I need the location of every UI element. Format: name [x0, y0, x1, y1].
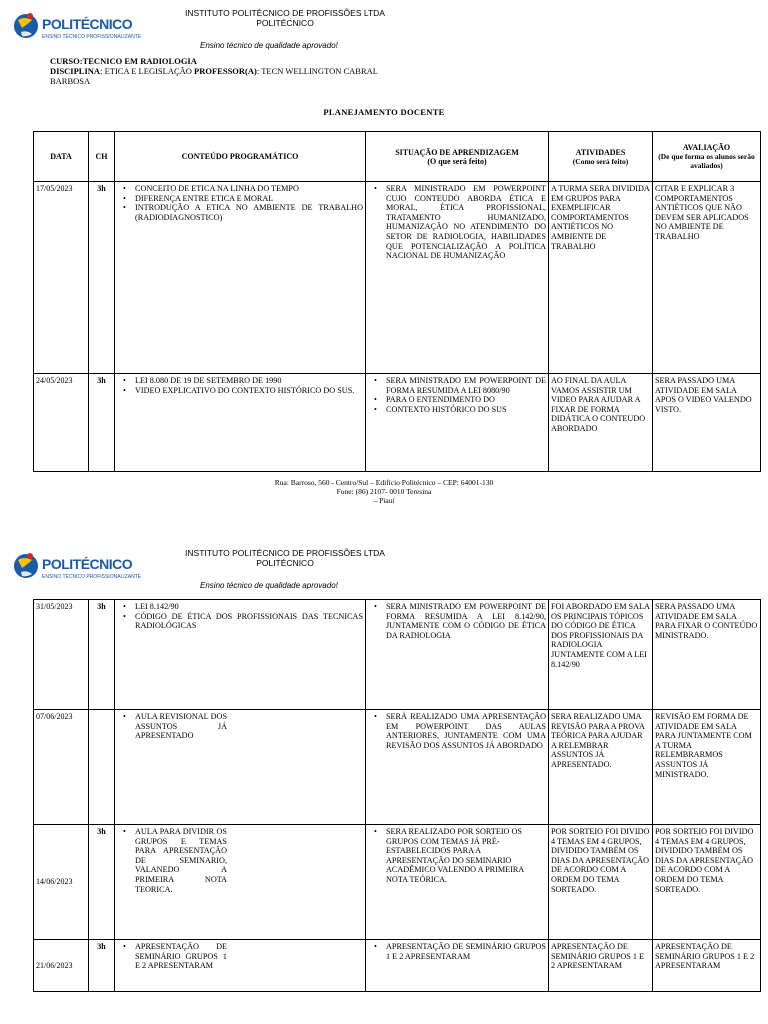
table-row	[34, 600, 761, 710]
list-item: • PARA O ENTENDIMENTO DO	[368, 395, 546, 405]
planning-table-2	[33, 599, 761, 992]
row-ch: 3h	[89, 600, 115, 710]
row-date: 21/06/2023	[34, 940, 89, 992]
table-row	[34, 182, 761, 374]
logo-subtitle: ENSINO TÉCNICO PROFISSIONALIZANTE	[42, 574, 142, 580]
discipline-value: : ETICA E LEGISLAÇÃO	[100, 66, 192, 76]
row-atividades: POR SORTEIO FOI DIVIDO 4 TEMAS EM 4 GRUPOS, DIVIDIDO TAMBÉM OS DIAS DA APRESENTAÇÃO DE ACORDO COM A ORDEM DO TEMA SORTEADO.	[549, 825, 653, 940]
list-item: • APRESENTAÇÃO DE SEMINÁRIO GRUPOS 1 E 2 APRESENTARAM	[368, 942, 546, 961]
table-row	[34, 710, 761, 825]
header-conteudo: CONTEÚDO PROGRAMÁTICO	[115, 132, 366, 182]
logo-text: POLITÉCNICO	[42, 16, 133, 32]
table-row	[34, 940, 761, 992]
list-item: • SERA REALIZADO POR SORTEIO OS GRUPOS COM TEMAS JÁ PRÉ-ESTABELECIDOS PARA A APRESENTAÇÃO DO SEMINARIO ACADÊMICO VALENDO A PRIMEIRA NOTA TEÓRICA.	[368, 827, 546, 885]
row-avaliacao: APRESENTAÇÃO DE SEMINÁRIO GRUPOS 1 E 2 APRESENTARAM	[653, 940, 761, 992]
header-data: DATA	[34, 132, 89, 182]
row-situacao	[366, 940, 549, 992]
institute-line-2: POLITÉCNICO	[256, 558, 314, 568]
page-footer	[0, 478, 768, 505]
footer-state: – Piauí	[373, 496, 395, 505]
table-row	[34, 825, 761, 940]
row-situacao	[366, 374, 549, 472]
globe-icon	[12, 546, 42, 586]
row-ch: 3h	[89, 940, 115, 992]
list-item: • CONCEITO DE ETICA NA LINHA DO TEMPO	[117, 184, 363, 194]
row-date: 17/05/2023	[34, 182, 89, 374]
professor-value-2: BARBOSA	[50, 76, 91, 86]
politecnico-logo	[12, 546, 142, 588]
row-conteudo	[115, 182, 366, 374]
row-situacao	[366, 182, 549, 374]
list-item: • CÓDIGO DE ÉTICA DOS PROFISSIONAIS DAS TECNICAS RADIOLÓGICAS	[117, 612, 363, 631]
footer-phone: Fone: (86) 2107- 0010 Teresina	[336, 487, 432, 496]
list-item: • INTRODUÇÃO A ETICA NO AMBIENTE DE TRABALHO (RADIODIAGNOSTICO)	[117, 203, 363, 222]
logo-subtitle: ENSINO TÉCNICO PROFISSIONALIZANTE	[42, 34, 142, 40]
table-header-row	[34, 132, 761, 182]
header-situacao: SITUAÇÃO DE APRENDIZAGEM (O que será feito)	[366, 132, 549, 182]
row-date: 24/05/2023	[34, 374, 89, 472]
row-situacao	[366, 600, 549, 710]
row-date: 31/05/2023	[34, 600, 89, 710]
professor-value: : TECN WELLINGTON CABRAL	[256, 66, 378, 76]
logo-text: POLITÉCNICO	[42, 556, 133, 572]
row-ch: 3h	[89, 825, 115, 940]
list-item: • DIFERENÇA ENTRE ETICA E MORAL	[117, 194, 363, 204]
table-row	[34, 374, 761, 472]
row-conteudo	[115, 940, 366, 992]
row-situacao	[366, 825, 549, 940]
slogan: Ensino técnico de qualidade aprovado!	[200, 41, 338, 50]
institute-title	[160, 8, 410, 28]
institute-title	[160, 548, 410, 568]
course-value: TECNICO EM RADIOLOGIA	[82, 56, 197, 66]
politecnico-logo	[12, 6, 142, 48]
row-date: 14/06/2023	[34, 825, 89, 940]
footer-address: Rua: Barroso, 560 - Centro/Sul – Edifício Politécnico – CEP: 64001-130	[274, 478, 494, 487]
course-label: CURSO:	[50, 56, 83, 66]
professor-label: PROFESSOR(A)	[194, 66, 257, 76]
list-item: • VIDEO EXPLICATIVO DO CONTEXTO HISTÓRICO DO SUS.	[117, 386, 363, 396]
discipline-label: DISCIPLINA	[50, 66, 101, 76]
row-situacao	[366, 710, 549, 825]
plan-title: PLANEJAMENTO DOCENTE	[323, 107, 445, 117]
row-avaliacao: SERA PASSADO UMA ATIVIDADE EM SALA PARA FIXAR O CONTEÚDO MINISTRADO.	[653, 600, 761, 710]
list-item: • AULA REVISIONAL DOS ASSUNTOS JÁ APRESENTADO	[117, 712, 227, 741]
header-atividades: ATIVIDADES (Como será feito)	[549, 132, 653, 182]
list-item: • CONTEXTO HISTÓRICO DO SUS	[368, 405, 546, 415]
list-item: • LEI 8.080 DE 19 DE SETEMBRO DE 1990	[117, 376, 363, 386]
row-avaliacao: CITAR E EXPLICAR 3 COMPORTAMENTOS ANTIÉTICOS QUE NÃO DEVEM SER APLICADOS NO AMBIENTE DE TRABALHO	[653, 182, 761, 374]
row-conteudo	[115, 600, 366, 710]
globe-icon	[12, 6, 42, 46]
row-ch: 3h	[89, 182, 115, 374]
planning-table-1	[33, 131, 761, 472]
header-ch: CH	[89, 132, 115, 182]
row-conteudo	[115, 374, 366, 472]
header-avaliacao: AVALIAÇÃO (De que forma os alunos serão avaliados)	[653, 132, 761, 182]
slogan: Ensino técnico de qualidade aprovado!	[200, 581, 338, 590]
row-atividades: A TURMA SERA DIVIDIDA EM GRUPOS PARA EXEMPLIFICAR COMPORTAMENTOS ANTIÉTICOS NO AMBIENTE DE TRABALHO	[549, 182, 653, 374]
institute-line-2: POLITÉCNICO	[256, 18, 314, 28]
row-avaliacao: REVISÃO EM FORMA DE ATIVIDADE EM SALA PARA JUNTAMENTE COM A TURMA RELEMBRARMOS ASSUNTOS JÁ MINISTRADO.	[653, 710, 761, 825]
row-atividades: FOI ABORDADO EM SALA OS PRINCIPAIS TÓPICOS DO CÓDIGO DE ÉTICA DOS PROFISSIONAIS DA RADIOLOGIA JUNTAMENTE COM A LEI 8.142/90	[549, 600, 653, 710]
list-item: • AULA PARA DIVIDIR OS GRUPOS E TEMAS PARA APRESENTAÇÃO DE SEMINARIO, VALANEDO A PRIMEIRA NOTA TEORICA.	[117, 827, 227, 894]
list-item: • APRESENTAÇÃO DE SEMINÁRIO GRUPOS 1 E 2 APRESENTARAM	[117, 942, 227, 971]
row-conteudo	[115, 710, 366, 825]
row-atividades: AO FINAL DA AULA VAMOS ASSISTIR UM VIDEO PARA AJUDAR A FIXAR DE FORMA DIDÁTICA O CONTEUDO ABORDADO	[549, 374, 653, 472]
row-date: 07/06/2023	[34, 710, 89, 825]
institute-line-1: INSTITUTO POLITÉCNICO DE PROFISSÕES LTDA	[185, 548, 385, 558]
row-atividades: APRESENTAÇÃO DE SEMINÁRIO GRUPOS 1 E 2 APRESENTARAM	[549, 940, 653, 992]
row-avaliacao: POR SORTEIO FOI DIVIDO 4 TEMAS EM 4 GRUPOS, DIVIDIDO TAMBÉM OS DIAS DA APRESENTAÇÃO DE ACORDO COM A ORDEM DO TEMA SORTEADO.	[653, 825, 761, 940]
row-ch	[89, 710, 115, 825]
course-info	[50, 56, 470, 86]
list-item: • LEI 8.142/90	[117, 602, 363, 612]
row-avaliacao: SERA PASSADO UMA ATIVIDADE EM SALA APOS O VIDEO VALENDO VISTO.	[653, 374, 761, 472]
list-item: • SERA MINISTRADO EM POWERPOINT DE FORMA RESUMIDA A LEI 8080/90	[368, 376, 546, 395]
list-item: • SERÁ REALIZADO UMA APRESENTAÇÃO EM POWERPOINT DAS AULAS ANTERIORES, JUNTAMENTE COM UMA REVISÃO DOS ASSUNTOS JÁ ABORDADO	[368, 712, 546, 750]
list-item: • SERA MINISTRADO EM POWERPOINT CUJO CONTEUDO ABORDA ÉTICA E MORAL, ÉTICA PROFISSIONAL, TRATAMENTO HUMANIZADO, HUMANIZAÇÃO NO ATENDIMENTO DO SETOR DE RADIOLOGIA, HABILIDADES QUE POTENCIALIZAÇÃO A POLÍTICA NACIONAL DE HUMANIZAÇÃO	[368, 184, 546, 261]
row-conteudo	[115, 825, 366, 940]
row-atividades: SERA REALIZADO UMA REVISÃO PARA A PROVA TEÓRICA PARA AJUDAR A RELEMBRAR ASSUNTOS JÁ APRESENTADO.	[549, 710, 653, 825]
list-item: • SERA MINISTRADO EM POWERPOINT DE FORMA RESUMIDA A LEI 8.142/90, JUNTAMENTE COM O CÓDIGO DE ÉTICA DA RADIOLOGIA	[368, 602, 546, 640]
institute-line-1: INSTITUTO POLITÉCNICO DE PROFISSÕES LTDA	[185, 8, 385, 18]
row-ch: 3h	[89, 374, 115, 472]
